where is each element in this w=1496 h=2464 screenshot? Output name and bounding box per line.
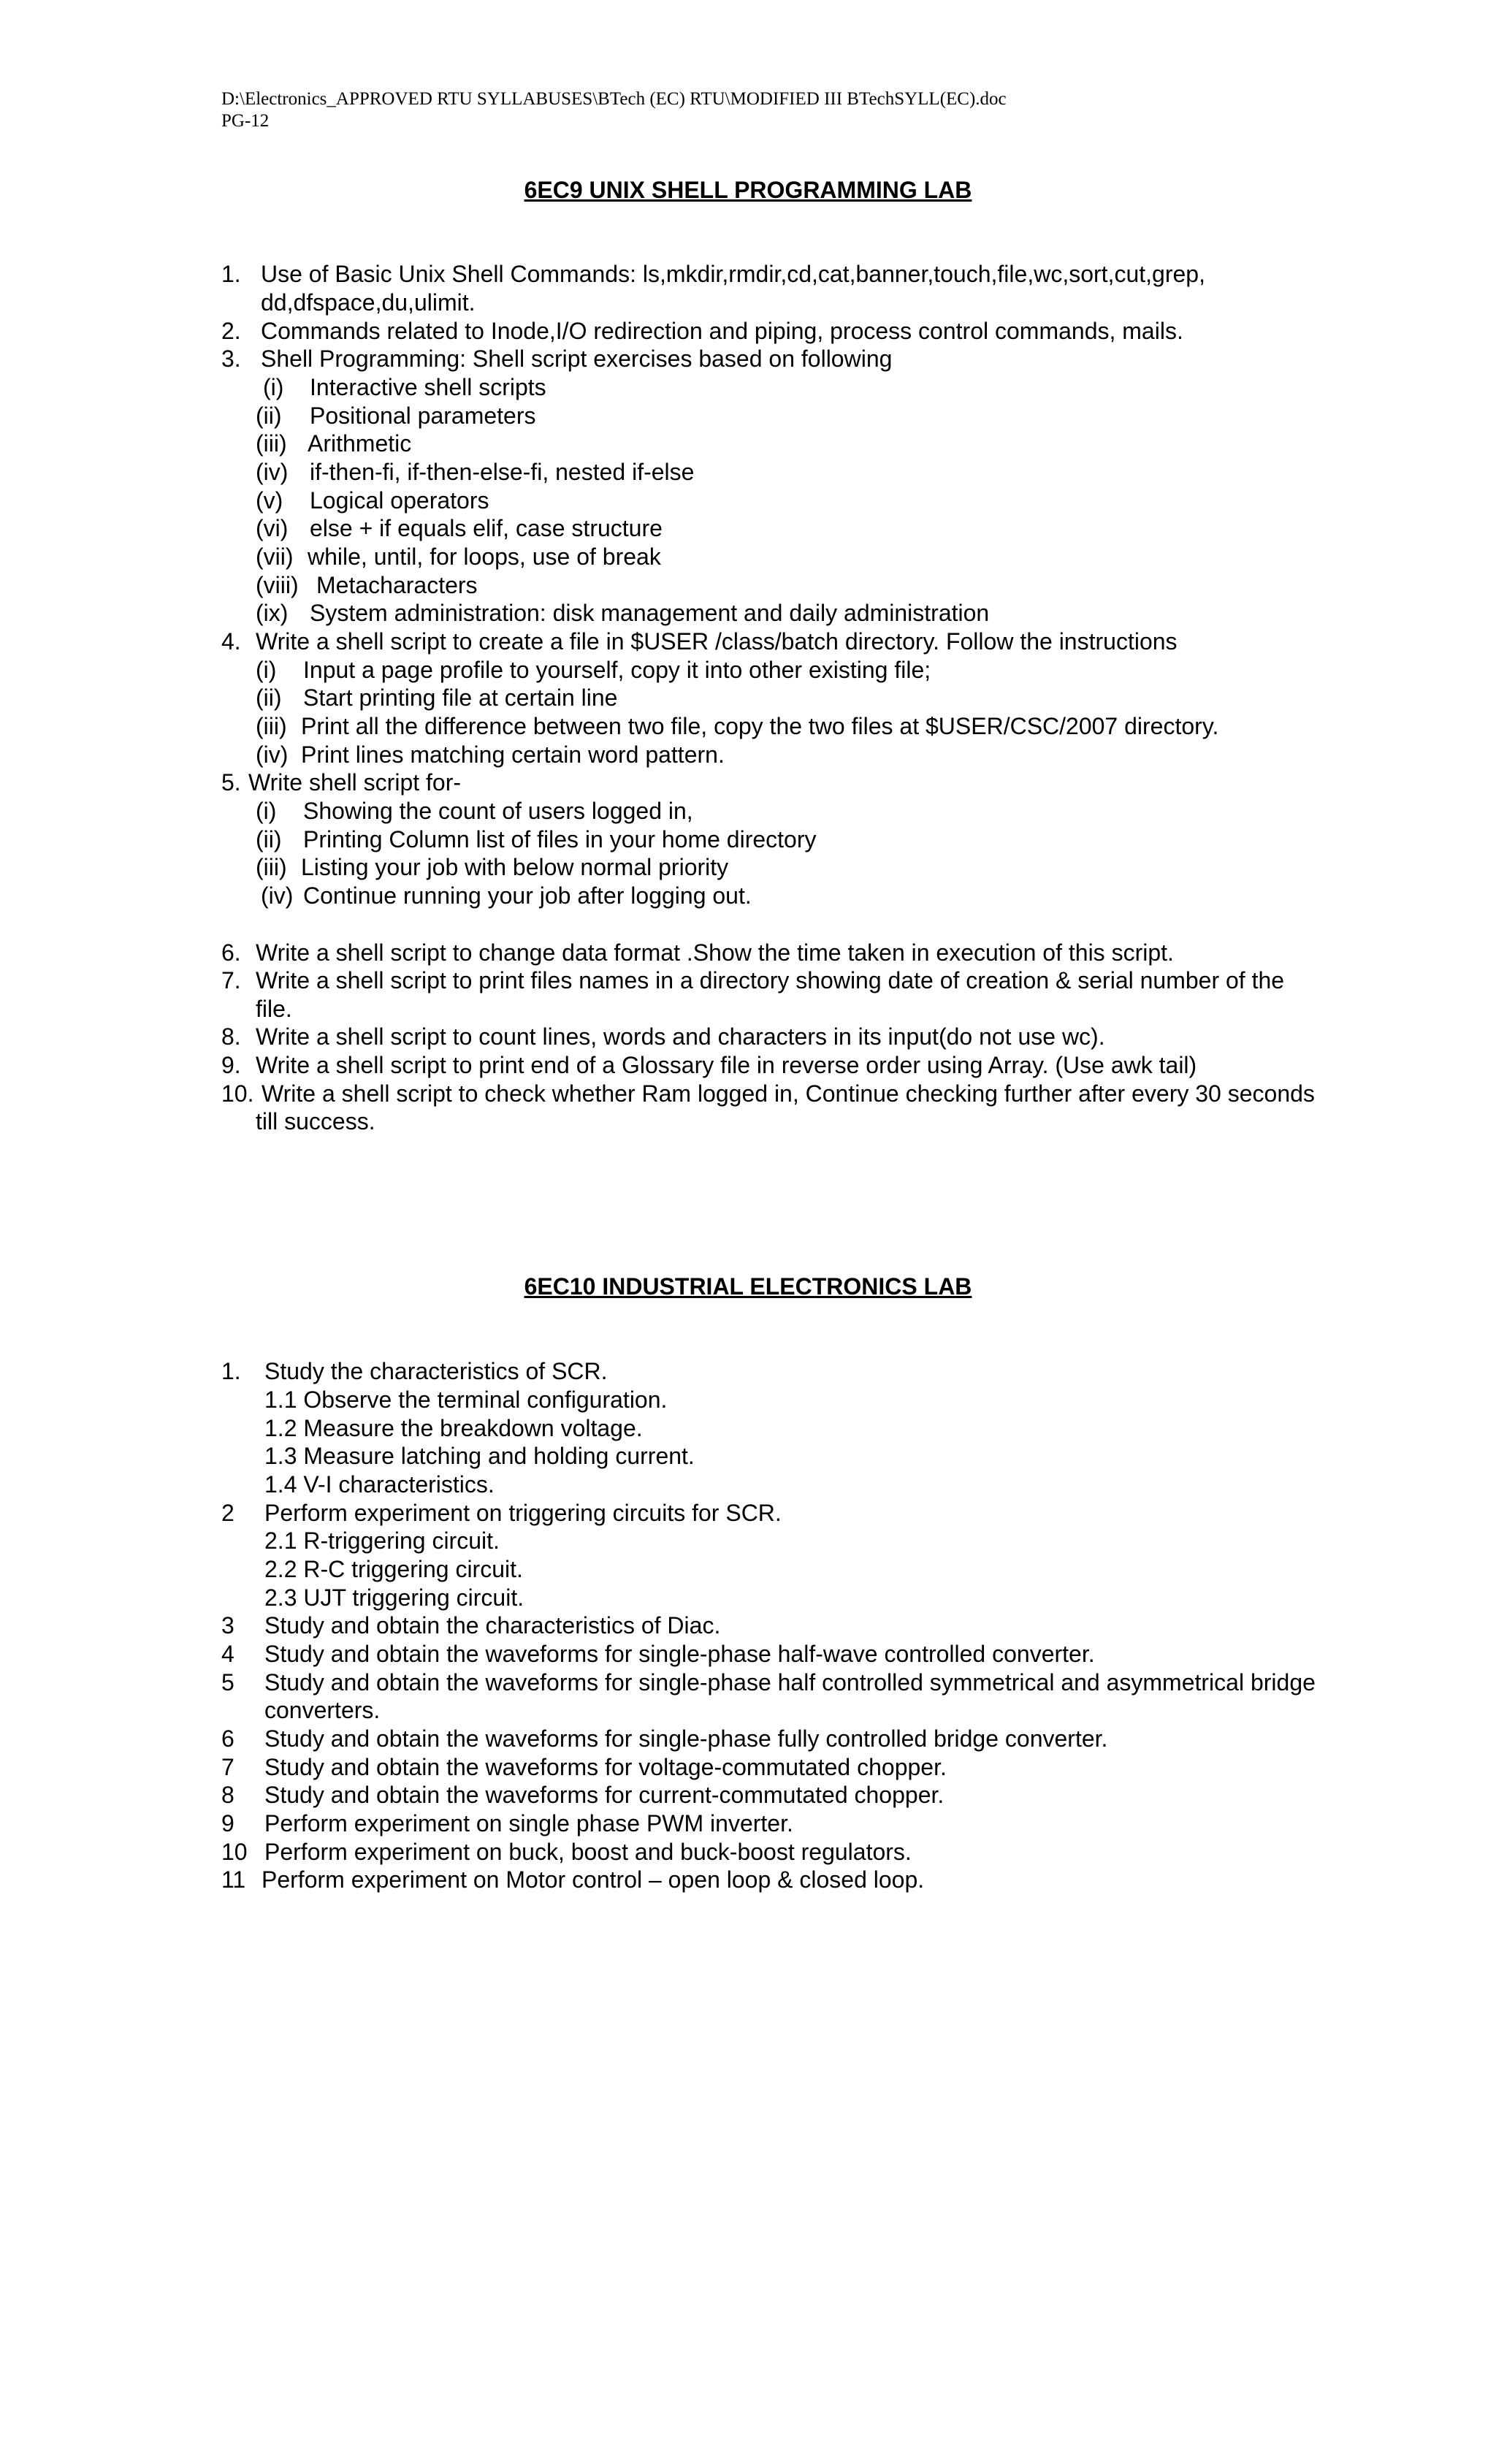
- section-title-industrial-lab: 6EC10 INDUSTRIAL ELECTRONICS LAB: [524, 1273, 972, 1300]
- file-path-header: D:\Electronics_APPROVED RTU SYLLABUSES\BTech (EC) RTU\MODIFIED III BTechSYLL(EC).doc: [221, 89, 1007, 109]
- page-number: PG-12: [221, 111, 270, 131]
- section-title-unix-lab: 6EC9 UNIX SHELL PROGRAMMING LAB: [524, 177, 972, 203]
- document-page: D:\Electronics_APPROVED RTU SYLLABUSES\BTech (EC) RTU\MODIFIED III BTechSYLL(EC).doc PG-12 6EC9 UNIX SHELL PROGRAMMING LAB 1. Use of Basic Unix Shell Commands: ls,mkdir,rmdir,cd,cat,banner,touch,file,wc,sort,cut,grep, dd,dfspace,du,ulimit. 2. Commands related to Inode,I/O redirection and piping, process control commands, mails. 3. Shell Programming: Shell script exercises based on following (i) Interactive shell scripts (ii) Positional parameters (iii) Arithmetic (iv) if-then-fi, if-then-else-fi, nested if-else (v) Logical operators (vi) else + if equals elif, case structure (vii) while, until, for loops, use of break (viii) Metacharacters (ix) System administration: disk management and daily administration 4. Write a shell script to create a file in $USER /class/batch directory. Follow the instructions (i) Input a page profile to yourself, copy it into other existing file; (ii) Start printing file at certain line (iii) Print all the difference between two file, copy the two files at $USER/CSC/2007 directory. (iv) Print lines matching certain word pattern. 5. Write shell script for- (i) Showing the count of users logged in, (ii) Printing Column list of files in your home directory (iii) Listing your job with below normal priority (iv) Continue running your job after logging out. 6. Write a shell script to change data format .Show the time taken in execution of this script. 7. Write a shell script to print files names in a directory showing date of creation & serial number of the file. 8. Write a shell script to count lines, words and characters in its input(do not use wc). 9. Write a shell script to print end of a Glossary file in reverse order using Array. (Use awk tail) 10. Write a shell script to check whether Ram logged in, Continue checking further after every 30 seconds till success. 6EC10 INDUSTRIAL ELECTRONICS LAB 1. Study the characteristics of SCR. 1.1 Observe the terminal configuration. 1.2 Measure the breakdown voltage. 1.3 Measure latching and holding current. 1.4 V-I characteristics. 2 Perform experiment on triggering circuits for SCR. 2.1 R-triggering circuit. 2.2 R-C triggering circuit. 2.3 UJT triggering circuit. 3 Study and obtain the characteristics of Diac. 4 Study and obtain the waveforms for single-phase half-wave controlled converter. 5 Study and obtain the waveforms for single-phase half controlled symmetrical and asymmetrical bridge converters. 6 Study and obtain the waveforms for single-phase fully controlled bridge converter. 7 Study and obtain the waveforms for voltage-commutated chopper. 8 Study and obtain the waveforms for current-commutated chopper. 9 Perform experiment on single phase PWM inverter. 10 Perform experiment on buck, boost and buck-boost regulators. 11 Perform experiment on Motor control – open loop & closed loop.: [0, 0, 1496, 2464]
